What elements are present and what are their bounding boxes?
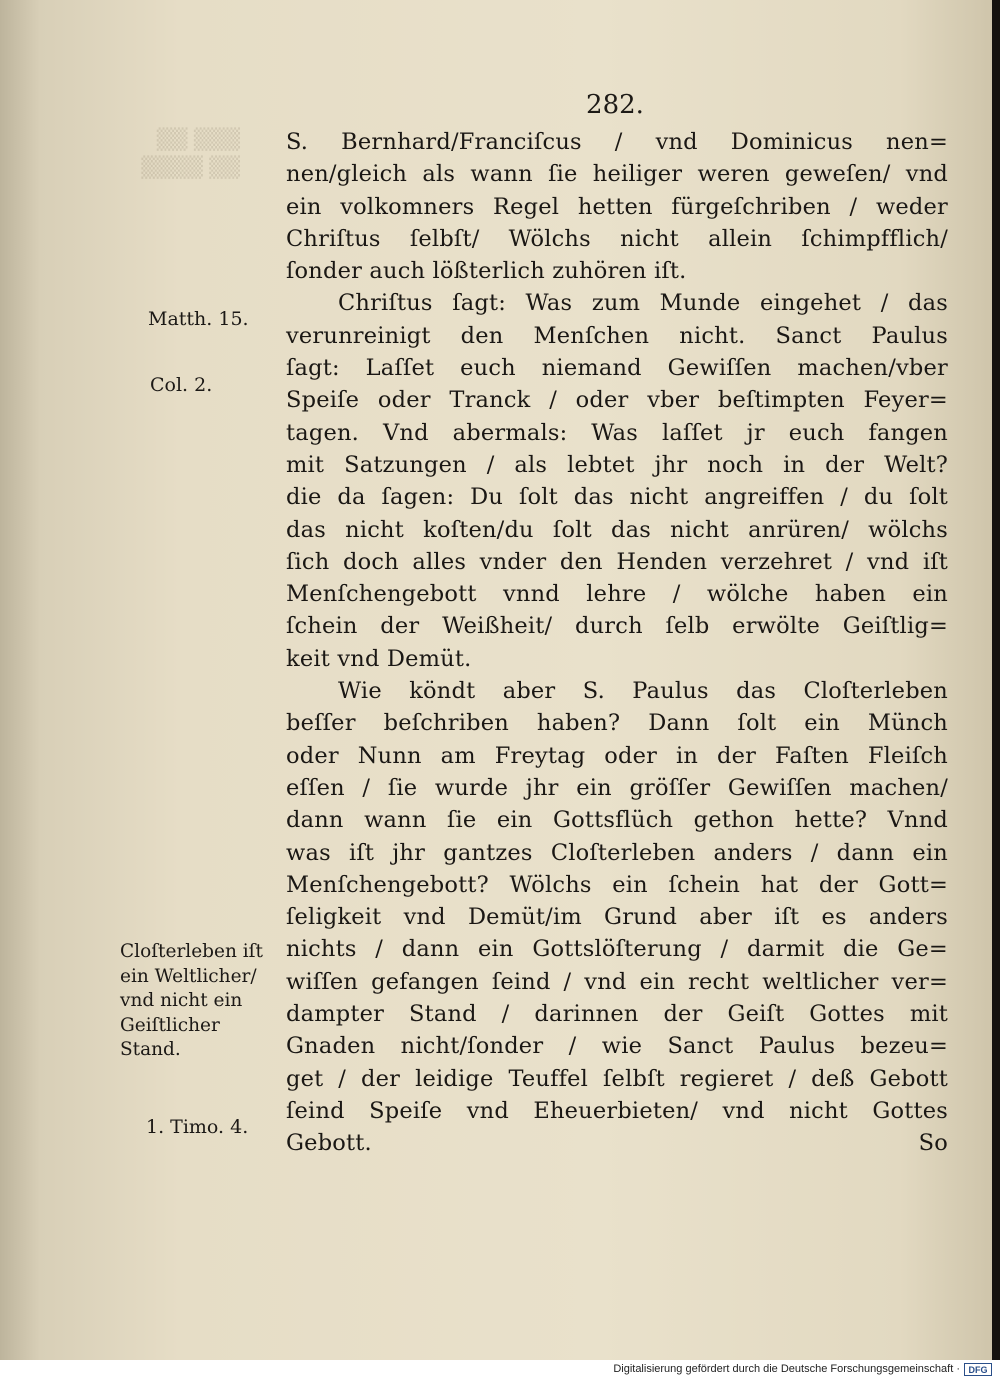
final-line [286, 1127, 948, 1159]
text-line: beſſer beſchriben haben? Dann ſolt ein Münch [286, 710, 948, 737]
margin-note-line: ein Weltlicher/ [120, 965, 257, 987]
margin-note-col: Col. 2. [150, 374, 213, 396]
text-line: nichts / dann ein Gottslöſterung / darmit die Ge= [286, 936, 948, 963]
bleed-through-shadow: ▒▒▒ ▒▒ ▒▒ ▒▒▒▒ [141, 127, 240, 179]
text-line: Gebott. [286, 1130, 372, 1157]
text-line: Menſchengebott? Wölchs ein ſchein hat der Gott= [286, 871, 948, 898]
text-line: ſonder auch lößterlich zuhören iſt. [286, 258, 687, 285]
margin-note-line: vnd nicht ein [120, 990, 243, 1011]
text-line: dann wann ſie ein Gottsflüch gethon hette? Vnnd [286, 807, 948, 834]
dfg-logo-icon: DFG [964, 1363, 992, 1376]
text-line: ſeind Speiſe vnd Eheuerbieten/ vnd nicht Gottes [286, 1097, 948, 1124]
text-line: ſeligkeit vnd Demüt/im Grund aber iſt es anders [286, 904, 948, 931]
margin-note-line: Geiſtlicher [120, 1014, 220, 1036]
text-line: verunreinigt den Menſchen nicht. Sanct Paulus [286, 322, 948, 349]
margin-note-matth: Matth. 15. [148, 308, 249, 330]
text-line: oder Nunn am Freytag oder in der Faſten Fleiſch [286, 742, 948, 769]
text-line: Chriſtus ſagt: Was zum Munde eingehet / das [338, 290, 948, 317]
text-line: was iſt jhr gantzes Cloſterleben anders / dann ein [286, 839, 948, 866]
funding-credit: Digitalisierung gefördert durch die Deutsche Forschungsgemeinschaft · [613, 1363, 960, 1375]
text-line: keit vnd Demüt. [286, 645, 472, 672]
page-number: 282. [586, 90, 644, 120]
text-line: ſchein der Weißheit/ durch ſelb erwölte Geiſtlig= [286, 613, 948, 640]
body-text [286, 126, 948, 1160]
text-line: dampter Stand / darinnen der Geiſt Gottes mit [286, 1001, 948, 1028]
text-line: Gnaden nicht/ſonder / wie Sanct Paulus bezeu= [286, 1033, 948, 1060]
text-line: ein volkomners Regel hetten fürgeſchriben / weder [286, 193, 948, 220]
margin-note-line: Stand. [120, 1039, 181, 1060]
margin-note-line: Cloſterleben iſt [120, 941, 263, 962]
text-line: get / der leidige Teuffel ſelbſt regieret / deß Gebott [286, 1065, 948, 1092]
text-line: Wie köndt aber S. Paulus das Cloſterleben [338, 678, 948, 705]
text-line: S. Bernhard/Franciſcus / vnd Dominicus nen= [286, 129, 948, 155]
text-line: eſſen / ſie wurde jhr ein gröſſer Gewiſſen machen/ [286, 774, 948, 801]
margin-note-klosterleben [120, 940, 263, 1063]
text-line: ſagt: Laſſet euch niemand Gewiſſen machen/vber [286, 355, 948, 382]
catchword: So [918, 1130, 948, 1157]
text-line: die da ſagen: Du ſolt das nicht angreiffen / du ſolt [286, 484, 948, 511]
text-line: mit Satzungen / als lebtet jhr noch in der Welt? [286, 451, 948, 478]
text-line: tagen. Vnd abermals: Was laſſet jr euch fangen [286, 419, 948, 446]
text-line: das nicht koſten/du ſolt das nicht anrüren/ wölchs [286, 516, 948, 543]
footer-bar [0, 1360, 1000, 1379]
text-line: nen/gleich als wann ſie heiliger weren geweſen/ vnd [286, 161, 948, 188]
text-line: wiſſen gefangen ſeind / vnd ein recht weltlicher ver= [286, 968, 948, 995]
text-line: ſich doch alles vnder den Henden verzehret / vnd iſt [286, 548, 948, 575]
text-line: Chriſtus ſelbſt/ Wölchs nicht allein ſchimpfflich/ [286, 225, 948, 252]
text-line: Speiſe oder Tranck / oder vber beſtimpten Feyer= [286, 387, 948, 414]
margin-note-timo: 1. Timo. 4. [146, 1116, 249, 1138]
text-line: Menſchengebott vnnd lehre / wölche haben ein [286, 581, 948, 608]
